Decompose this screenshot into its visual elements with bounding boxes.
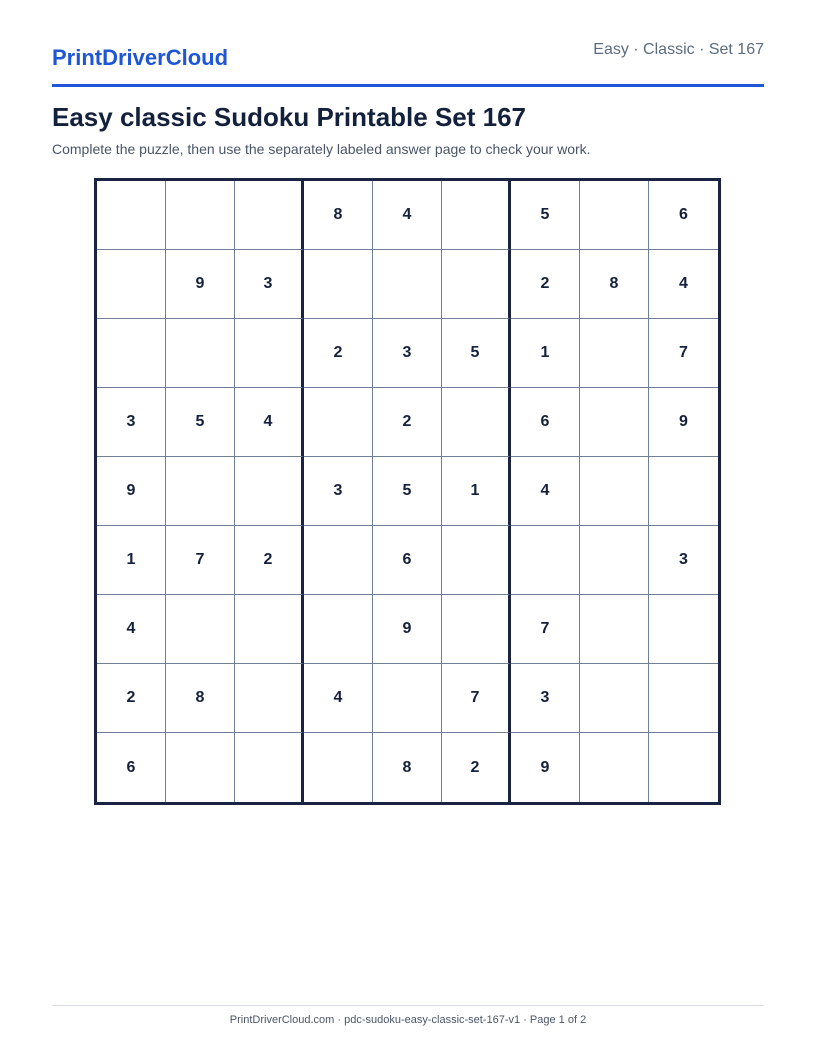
sudoku-cell-r6-c5: 6 [373,526,442,595]
sudoku-cell-r6-c2: 7 [166,526,235,595]
sudoku-cell-r2-c1 [97,250,166,319]
sudoku-cell-r3-c8 [580,319,649,388]
sudoku-cell-r4-c6 [442,388,511,457]
sudoku-cell-r7-c5: 9 [373,595,442,664]
sudoku-cell-r5-c6: 1 [442,457,511,526]
sudoku-cell-r1-c5: 4 [373,181,442,250]
sudoku-cell-r1-c4: 8 [304,181,373,250]
sudoku-cell-r3-c7: 1 [511,319,580,388]
sudoku-cell-r3-c2 [166,319,235,388]
sudoku-cell-r3-c6: 5 [442,319,511,388]
sudoku-cell-r6-c1: 1 [97,526,166,595]
sudoku-cell-r1-c6 [442,181,511,250]
sudoku-cell-r3-c1 [97,319,166,388]
sudoku-cell-r2-c4 [304,250,373,319]
sudoku-cell-r7-c8 [580,595,649,664]
sudoku-cell-r1-c1 [97,181,166,250]
sudoku-cell-r7-c7: 7 [511,595,580,664]
sudoku-cell-r9-c9 [649,733,718,802]
sudoku-cell-r8-c1: 2 [97,664,166,733]
sudoku-cell-r5-c9 [649,457,718,526]
page-header [52,36,764,87]
sudoku-cell-r7-c1: 4 [97,595,166,664]
sudoku-cell-r7-c2 [166,595,235,664]
sudoku-cell-r9-c3 [235,733,304,802]
sudoku-cell-r1-c7: 5 [511,181,580,250]
sudoku-cell-r8-c4: 4 [304,664,373,733]
brand-logo: PrintDriverCloud [52,45,229,70]
sudoku-cell-r1-c2 [166,181,235,250]
sudoku-grid [94,178,721,805]
sudoku-cell-r4-c7: 6 [511,388,580,457]
sudoku-cell-r8-c8 [580,664,649,733]
sudoku-cell-r2-c7: 2 [511,250,580,319]
sudoku-cell-r1-c3 [235,181,304,250]
sudoku-cell-r1-c9: 6 [649,181,718,250]
sudoku-cell-r3-c5: 3 [373,319,442,388]
sudoku-cell-r4-c9: 9 [649,388,718,457]
sudoku-cell-r5-c2 [166,457,235,526]
sudoku-cell-r3-c4: 2 [304,319,373,388]
sudoku-cell-r4-c8 [580,388,649,457]
sudoku-cell-r8-c5 [373,664,442,733]
sudoku-cell-r2-c9: 4 [649,250,718,319]
sudoku-cell-r2-c2: 9 [166,250,235,319]
sudoku-cell-r5-c5: 5 [373,457,442,526]
sudoku-cell-r3-c9: 7 [649,319,718,388]
sudoku-cell-r1-c8 [580,181,649,250]
sudoku-cell-r4-c3: 4 [235,388,304,457]
page-subtitle: Complete the puzzle, then use the separately labeled answer page to check your work. [52,141,591,157]
sudoku-cell-r9-c5: 8 [373,733,442,802]
sudoku-cell-r9-c7: 9 [511,733,580,802]
sudoku-cell-r8-c9 [649,664,718,733]
sudoku-cell-r6-c7 [511,526,580,595]
sudoku-cell-r6-c6 [442,526,511,595]
sudoku-cell-r7-c6 [442,595,511,664]
sudoku-cell-r8-c3 [235,664,304,733]
sudoku-cell-r5-c8 [580,457,649,526]
sudoku-cell-r2-c5 [373,250,442,319]
sudoku-cell-r2-c8: 8 [580,250,649,319]
sudoku-cell-r5-c7: 4 [511,457,580,526]
sudoku-cell-r6-c3: 2 [235,526,304,595]
sudoku-cell-r7-c3 [235,595,304,664]
sudoku-cell-r5-c1: 9 [97,457,166,526]
sudoku-cell-r4-c1: 3 [97,388,166,457]
sudoku-cell-r7-c4 [304,595,373,664]
sudoku-cell-r8-c7: 3 [511,664,580,733]
sudoku-cell-r9-c1: 6 [97,733,166,802]
sudoku-cell-r4-c2: 5 [166,388,235,457]
sudoku-cell-r4-c5: 2 [373,388,442,457]
sudoku-cell-r9-c8 [580,733,649,802]
sudoku-cell-r8-c2: 8 [166,664,235,733]
sudoku-cell-r3-c3 [235,319,304,388]
sudoku-cell-r9-c6: 2 [442,733,511,802]
page-title: Easy classic Sudoku Printable Set 167 [52,102,527,132]
sudoku-cell-r5-c4: 3 [304,457,373,526]
sudoku-cell-r9-c4 [304,733,373,802]
sudoku-cell-r6-c8 [580,526,649,595]
sudoku-cell-r7-c9 [649,595,718,664]
sudoku-cell-r6-c4 [304,526,373,595]
sudoku-cell-r8-c6: 7 [442,664,511,733]
sudoku-cell-r4-c4 [304,388,373,457]
sudoku-cell-r6-c9: 3 [649,526,718,595]
sudoku-cell-r5-c3 [235,457,304,526]
sudoku-cell-r2-c6 [442,250,511,319]
puzzle-meta: Easy · Classic · Set 167 [593,41,764,58]
sudoku-cell-r9-c2 [166,733,235,802]
page-footer: PrintDriverCloud.com · pdc-sudoku-easy-classic-set-167-v1 · Page 1 of 2 [52,1005,764,1026]
sudoku-cell-r2-c3: 3 [235,250,304,319]
